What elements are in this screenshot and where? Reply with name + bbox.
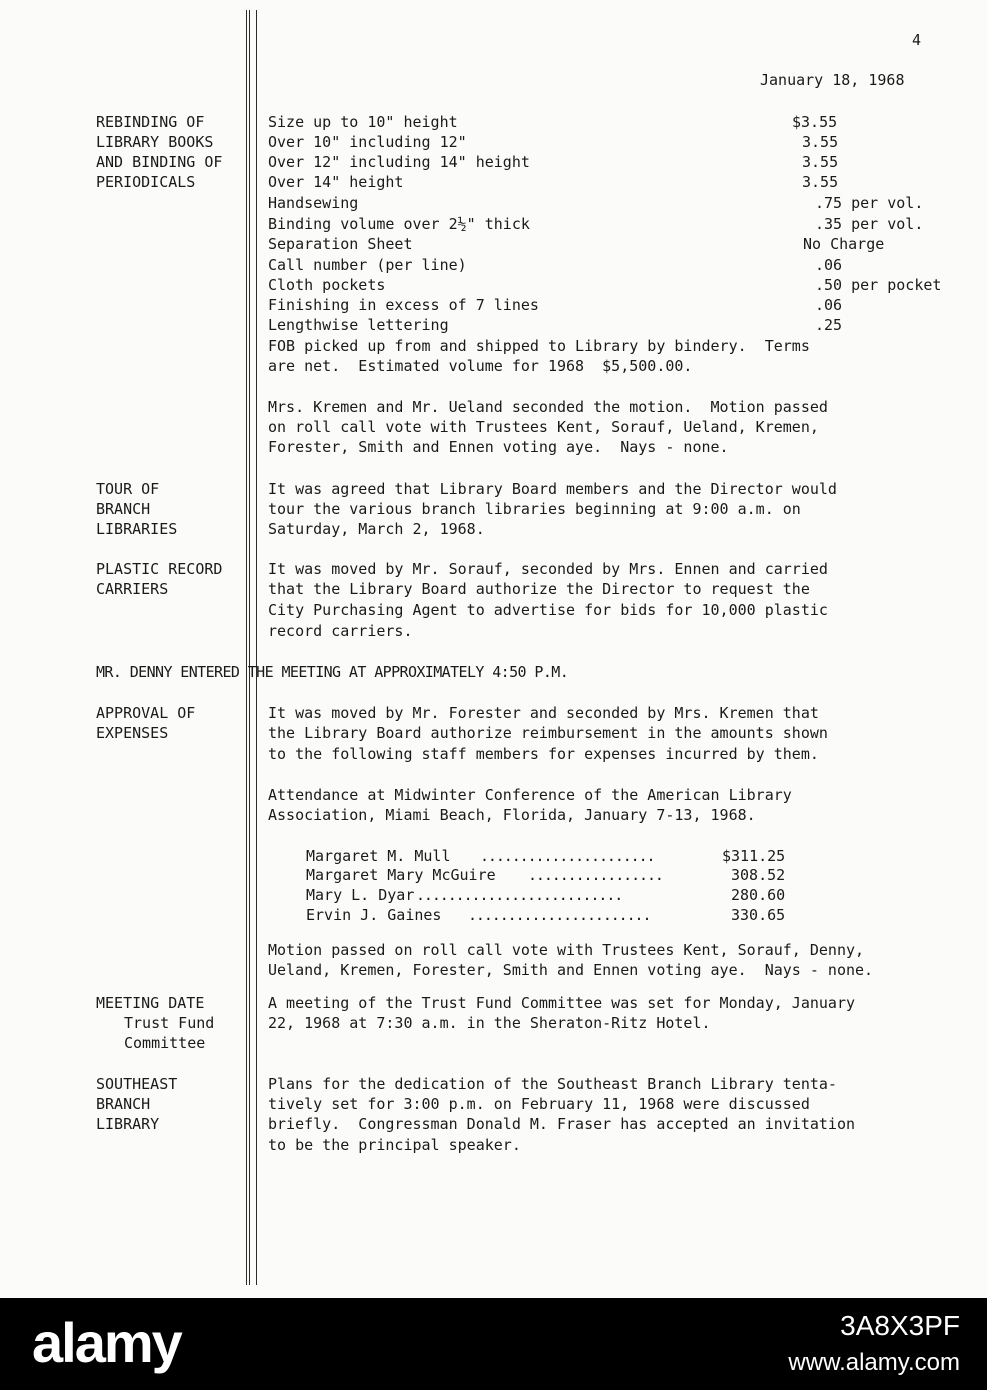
- expense-dots: .................: [528, 866, 663, 884]
- price-item: Lengthwise lettering: [268, 316, 449, 334]
- meeting-line: 22, 1968 at 7:30 a.m. in the Sheraton-Ritz Hotel.: [268, 1014, 711, 1032]
- price-value: .75 per vol.: [815, 194, 924, 212]
- price-item: Call number (per line): [268, 256, 467, 274]
- motion-line: on roll call vote with Trustees Kent, Sorauf, Ueland, Kremen,: [268, 418, 819, 436]
- approval-line: to the following staff members for expenses incurred by them.: [268, 745, 819, 763]
- price-item: Size up to 10" height: [268, 113, 458, 131]
- price-value: .35 per vol.: [815, 215, 924, 233]
- document-date: January 18, 1968: [760, 71, 905, 89]
- price-item: Handsewing: [268, 194, 359, 212]
- price-item: Cloth pockets: [268, 276, 386, 294]
- tour-line: tour the various branch libraries beginning at 9:00 a.m. on: [268, 500, 801, 518]
- price-value: .50 per pocket: [815, 276, 942, 294]
- price-value: .25: [815, 316, 843, 334]
- approval-line: the Library Board authorize reimbursement in the amounts shown: [268, 724, 828, 742]
- heading-rebinding-line: LIBRARY BOOKS: [96, 133, 214, 151]
- tour-line: It was agreed that Library Board members and the Director would: [268, 480, 837, 498]
- expense-name: Margaret M. Mull: [306, 847, 451, 865]
- price-value: .06: [815, 296, 843, 314]
- expense-amount: $311.25: [722, 847, 786, 865]
- heading-approval-line: APPROVAL OF: [96, 704, 196, 722]
- expense-dots: .......................: [468, 906, 651, 924]
- meeting-line: A meeting of the Trust Fund Committee was set for Monday, January: [268, 994, 855, 1012]
- page-number: 4: [912, 31, 922, 49]
- expense-name: Margaret Mary McGuire: [306, 866, 496, 884]
- attendance-line: Association, Miami Beach, Florida, January 7-13, 1968.: [268, 806, 756, 824]
- heading-tour-line: TOUR OF: [96, 480, 160, 498]
- price-value: $3.55: [792, 113, 838, 131]
- heading-rebinding-line: AND BINDING OF: [96, 153, 223, 171]
- price-value: 3.55: [802, 133, 839, 151]
- heading-southeast-line: BRANCH: [96, 1095, 151, 1113]
- denny-entered-line: MR. DENNY ENTERED THE MEETING AT APPROXIMATELY 4:50 P.M.: [96, 663, 569, 681]
- expense-dots: ......................: [480, 847, 655, 865]
- motion-line: Motion passed on roll call vote with Trustees Kent, Sorauf, Denny,: [268, 941, 865, 959]
- heading-plastic-line: CARRIERS: [96, 580, 169, 598]
- margin-rule-right: [256, 10, 257, 1285]
- watermark-image-id: 3A8X3PF: [840, 1310, 960, 1341]
- margin-rule-middle: [249, 10, 250, 1285]
- heading-plastic-line: PLASTIC RECORD: [96, 560, 223, 578]
- plastic-line: that the Library Board authorize the Director to request the: [268, 580, 810, 598]
- heading-meeting-line: Trust Fund: [124, 1014, 215, 1032]
- price-item: Binding volume over 2½" thick: [268, 215, 530, 233]
- motion-line: Ueland, Kremen, Forester, Smith and Ennen voting aye. Nays - none.: [268, 961, 874, 979]
- fob-line: are net. Estimated volume for 1968 $5,500.00.: [268, 357, 693, 375]
- approval-line: It was moved by Mr. Forester and seconded by Mrs. Kremen that: [268, 704, 819, 722]
- heading-meeting-line: MEETING DATE: [96, 994, 205, 1012]
- motion-line: Mrs. Kremen and Mr. Ueland seconded the motion. Motion passed: [268, 398, 828, 416]
- heading-tour-line: LIBRARIES: [96, 520, 178, 538]
- southeast-line: Plans for the dedication of the Southeast Branch Library tenta-: [268, 1075, 837, 1093]
- plastic-line: City Purchasing Agent to advertise for bids for 10,000 plastic: [268, 601, 828, 619]
- price-item: Over 14" height: [268, 173, 404, 191]
- heading-approval-line: EXPENSES: [96, 724, 169, 742]
- expense-dots: ..........................: [416, 886, 623, 904]
- price-value: No Charge: [803, 235, 885, 253]
- expense-name: Ervin J. Gaines: [306, 906, 442, 924]
- price-value: .06: [815, 256, 843, 274]
- price-value: 3.55: [802, 173, 839, 191]
- heading-rebinding-line: PERIODICALS: [96, 173, 196, 191]
- motion-line: Forester, Smith and Ennen voting aye. Nays - none.: [268, 438, 729, 456]
- southeast-line: briefly. Congressman Donald M. Fraser has accepted an invitation: [268, 1115, 855, 1133]
- heading-rebinding-line: REBINDING OF: [96, 113, 205, 131]
- tour-line: Saturday, March 2, 1968.: [268, 520, 485, 538]
- margin-rule-left: [246, 10, 247, 1285]
- expense-amount: 280.60: [731, 886, 786, 904]
- price-value: 3.55: [802, 153, 839, 171]
- price-item: Over 12" including 14" height: [268, 153, 530, 171]
- fob-line: FOB picked up from and shipped to Library by bindery. Terms: [268, 337, 810, 355]
- plastic-line: record carriers.: [268, 622, 413, 640]
- watermark-url: www.alamy.com: [788, 1349, 960, 1376]
- attendance-line: Attendance at Midwinter Conference of the American Library: [268, 786, 792, 804]
- heading-southeast-line: LIBRARY: [96, 1115, 160, 1133]
- watermark-logo: alamy: [32, 1311, 181, 1374]
- southeast-line: to be the principal speaker.: [268, 1136, 521, 1154]
- expense-amount: 308.52: [731, 866, 786, 884]
- heading-southeast-line: SOUTHEAST: [96, 1075, 178, 1093]
- heading-meeting-line: Committee: [124, 1034, 206, 1052]
- southeast-line: tively set for 3:00 p.m. on February 11, 1968 were discussed: [268, 1095, 810, 1113]
- expense-name: Mary L. Dyar: [306, 886, 415, 904]
- plastic-line: It was moved by Mr. Sorauf, seconded by Mrs. Ennen and carried: [268, 560, 828, 578]
- price-item: Finishing in excess of 7 lines: [268, 296, 539, 314]
- price-item: Over 10" including 12": [268, 133, 467, 151]
- heading-tour-line: BRANCH: [96, 500, 151, 518]
- expense-amount: 330.65: [731, 906, 786, 924]
- price-item: Separation Sheet: [268, 235, 413, 253]
